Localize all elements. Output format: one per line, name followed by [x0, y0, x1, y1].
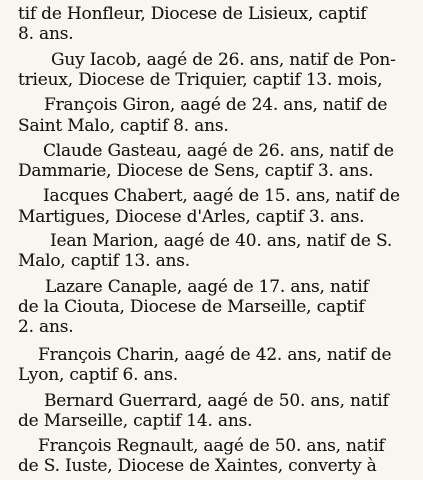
text-line-16: François Charin, aagé de 42. ans, natif de [38, 345, 392, 365]
text-line-13: Lazare Canaple, aagé de 17. ans, natif [45, 277, 369, 297]
text-line-2: 8. ans. [18, 24, 74, 44]
text-line-14: de la Ciouta, Diocese de Marseille, captif [18, 297, 365, 317]
text-line-20: François Regnault, aagé de 50. ans, natif [38, 436, 385, 456]
text-line-4: trieux, Diocese de Triquier, captif 13. mois, [18, 70, 383, 90]
text-line-6: Saint Malo, captif 8. ans. [18, 116, 229, 136]
text-line-10: Martigues, Diocese d'Arles, captif 3. ans. [18, 207, 365, 227]
text-line-18: Bernard Guerrard, aagé de 50. ans, natif [44, 391, 389, 411]
text-line-17: Lyon, captif 6. ans. [18, 365, 178, 385]
text-line-9: Iacques Chabert, aagé de 15. ans, natif de [43, 186, 400, 206]
text-line-19: de Marseille, captif 14. ans. [18, 411, 253, 431]
text-line-3: Guy Iacob, aagé de 26. ans, natif de Pon- [51, 50, 396, 70]
text-line-1: tif de Honfleur, Diocese de Lisieux, captif [18, 4, 367, 24]
text-line-11: Iean Marion, aagé de 40. ans, natif de S. [50, 231, 393, 251]
text-line-12: Malo, captif 13. ans. [18, 251, 190, 271]
text-line-5: François Giron, aagé de 24. ans, natif de [44, 95, 388, 115]
text-line-8: Dammarie, Diocese de Sens, captif 3. ans. [18, 161, 374, 181]
text-line-21: de S. Iuste, Diocese de Xaintes, converty à [18, 456, 377, 476]
text-line-15: 2. ans. [18, 317, 74, 337]
text-line-7: Claude Gasteau, aagé de 26. ans, natif de [43, 141, 394, 161]
